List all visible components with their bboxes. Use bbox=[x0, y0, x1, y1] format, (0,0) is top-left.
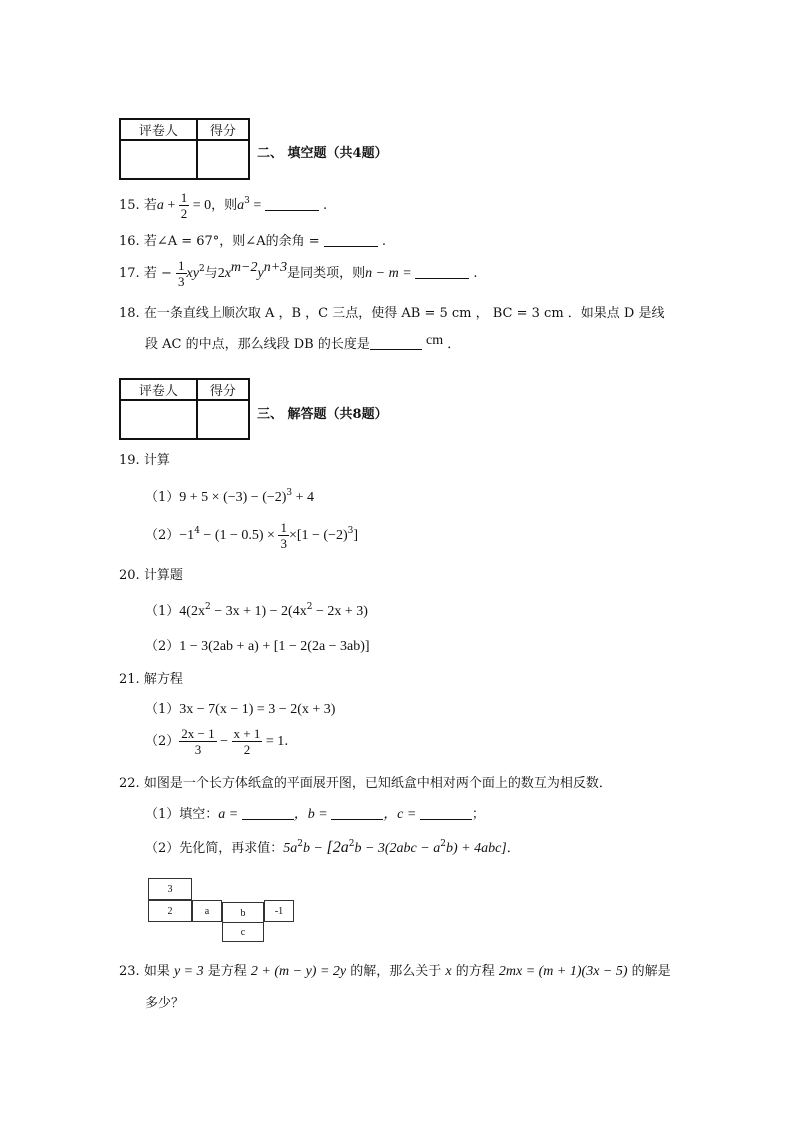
grader-cell bbox=[120, 140, 197, 179]
net-cell-b: b bbox=[222, 902, 264, 924]
score-header: 得分 bbox=[197, 119, 249, 140]
answer-blank-c[interactable] bbox=[420, 807, 472, 820]
answer-blank-16[interactable] bbox=[324, 234, 378, 247]
question-19: 19. 计算 bbox=[119, 453, 170, 468]
question-22-part-1: （1）填空：a = ，b = ，c = ； bbox=[145, 807, 485, 822]
score-cell bbox=[197, 140, 249, 179]
question-20-part-2: （2）1 − 3(2ab + a) + [1 − 2(2a − 3ab)] bbox=[145, 639, 370, 654]
question-17: 17. 若 − $\frac{1}{3}$ $xy^2$与$2x^{m-2}y^{n+3}$是同类项，则n − m = . bbox=[119, 258, 478, 289]
question-23: 23. 如果 y = 3 是方程 2 + (m − y) = 2y 的解，那么关于 x 的方程 2mx = (m + 1)(3x − 5) 的解是 bbox=[119, 964, 671, 979]
question-19-part-1: $(1)9 + 5 \times (-3) - (-2)^3 + 4$ bbox=[145, 488, 315, 505]
question-20-part-1: $(1)4(2x^2 - 3x + 1) - 2(4x^2 - 2x + 3)$ bbox=[145, 602, 368, 619]
score-table-2 bbox=[119, 378, 250, 440]
answer-blank-17[interactable] bbox=[415, 266, 469, 279]
net-cell-3: 3 bbox=[148, 878, 192, 900]
grader-cell bbox=[120, 400, 197, 439]
question-19-part-2: $(2)-1^4 - (1 - 0.5)$ × $\frac{1}{3}$ $\times[1 - (-2)^3]$ bbox=[145, 520, 359, 551]
section-2-title: 二、 填空题（共4题） bbox=[257, 146, 388, 161]
net-cell-neg1: -1 bbox=[264, 900, 294, 922]
question-22-part-2: （2）先化简，再求值：$5a^2b - [2a^2b - 3(2abc - a^2b) + 4abc]$． bbox=[145, 839, 520, 856]
score-cell bbox=[197, 400, 249, 439]
net-cell-c: c bbox=[222, 922, 264, 942]
answer-blank-a[interactable] bbox=[242, 807, 294, 820]
box-net-figure bbox=[148, 872, 293, 942]
net-cell-a: a bbox=[192, 900, 222, 922]
question-18-line2: 段 AC 的中点，那么线段 DB 的长度是 cm ． bbox=[145, 333, 461, 352]
question-20: 20. 计算题 bbox=[119, 568, 183, 583]
question-23-line2: 多少？ bbox=[145, 996, 185, 1011]
score-header: 得分 bbox=[197, 379, 249, 400]
question-22: 22. 如图是一个长方体纸盒的平面展开图，已知纸盒中相对两个面上的数互为相反数． bbox=[119, 776, 612, 791]
score-table-1 bbox=[119, 118, 250, 180]
grader-header: 评卷人 bbox=[120, 119, 197, 140]
question-18: 18. 在一条直线上顺次取 A ，B ，C 三点，使得 AB = 5 cm ， BC = 3 cm ．如果点 D 是线 bbox=[119, 306, 665, 321]
question-21-part-2: （2） $\frac{2x - 1}{3}$ − $\frac{x + 1}{2}$ = 1. bbox=[145, 726, 289, 757]
answer-blank-b[interactable] bbox=[331, 807, 383, 820]
question-21: 21. 解方程 bbox=[119, 672, 183, 687]
section-3-title: 三、 解答题（共8题） bbox=[257, 407, 388, 422]
grader-header: 评卷人 bbox=[120, 379, 197, 400]
answer-blank-15[interactable] bbox=[265, 198, 319, 211]
question-15: 15. 若a + $\frac{1}{2}$ = 0，则$a^3$ = . bbox=[119, 190, 328, 221]
question-16: 16. 若∠A = 67°，则∠A的余角 = . bbox=[119, 234, 387, 249]
question-21-part-1: （1）3x − 7(x − 1) = 3 − 2(x + 3) bbox=[145, 702, 336, 717]
net-cell-2: 2 bbox=[148, 900, 192, 922]
answer-blank-18[interactable] bbox=[370, 337, 422, 350]
